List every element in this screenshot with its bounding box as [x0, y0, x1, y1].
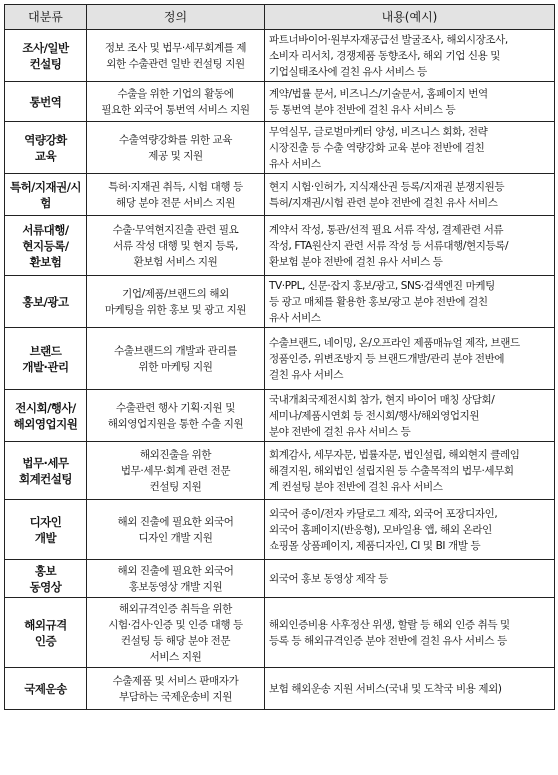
definition-text-line: 수출역량강화를 위한 교육 [118, 133, 233, 146]
examples-cell [265, 442, 555, 500]
examples-text-line: 무역실무, 글로벌마케터 양성, 비즈니스 회화, 전략 [269, 125, 488, 138]
examples-text-line: 해결지원, 해외법인 설립지원 등 수출목적의 법무·세무회 [269, 464, 514, 477]
category-text-line: 해외영업지원 [13, 416, 78, 431]
table-row [5, 442, 555, 500]
examples-text-line: 수출브랜드, 네이밍, 온/오프라인 제품매뉴얼 제작, 브랜드 [269, 336, 520, 349]
category-text-line: 개발·관리 [22, 359, 69, 374]
category-cell [5, 668, 87, 710]
table-row [5, 276, 555, 328]
category-text-line: 조사/일반 [22, 40, 69, 55]
table-row [5, 174, 555, 216]
definition-text-line: 수출제품 및 서비스 판매자가 [112, 674, 239, 687]
table-row [5, 500, 555, 560]
table-row [5, 122, 555, 174]
examples-text-line: 작성, FTA원산지 관련 서류 작성 등 서류대행/현지등록/ [269, 239, 509, 252]
table-row [5, 390, 555, 442]
examples-text-line: 기업실태조사에 걸친 유사 서비스 등 [269, 65, 427, 78]
definition-cell [87, 442, 265, 500]
category-cell [5, 442, 87, 500]
definition-cell [87, 82, 265, 122]
examples-cell [265, 216, 555, 276]
category-text-line: 국제운송 [24, 681, 67, 696]
category-cell [5, 122, 87, 174]
definition-text-line: 법무·세무·회계 관련 전문 [120, 464, 231, 477]
category-text-line: 현지등록/ [22, 238, 69, 253]
category-text-line: 개발 [34, 530, 57, 545]
examples-cell [265, 390, 555, 442]
definition-text-line: 해당 분야 전문 서비스 지원 [116, 196, 235, 209]
examples-text-line: 소비자 리서치, 경쟁제품 동향조사, 해외 기업 신용 및 [269, 49, 501, 62]
header-category: 대분류 [5, 5, 87, 30]
examples-text-line: 유사 서비스 [269, 311, 321, 324]
table-row [5, 598, 555, 668]
definition-text-line: 해외 진출에 필요한 외국어 [117, 564, 234, 577]
definition-cell [87, 276, 265, 328]
definition-text-line: 해외진출을 위한 [139, 448, 212, 461]
examples-text-line: TV·PPL, 신문·잡지 홍보/광고, SNS·검색엔진 마케팅 [269, 279, 495, 292]
examples-text-line: 등 광고 매체를 활용한 홍보/광고 분야 전반에 걸친 [269, 295, 488, 308]
definition-text-line: 제공 및 지원 [148, 149, 203, 162]
table-row [5, 560, 555, 598]
category-text-line: 특허/지재권/시 [9, 179, 82, 194]
definition-text-line: 컨설팅 지원 [149, 480, 202, 493]
examples-text-line: 정품인증, 위변조방지 등 브랜드개발/관리 분야 전반에 [269, 352, 505, 365]
definition-text-line: 특허·지재권 취득, 시험 대행 등 [108, 180, 243, 193]
category-text-line: 험 [40, 195, 51, 210]
examples-text-line: 현지 시험·인허가, 지식재산권 등록/지재권 분쟁지원등 [269, 180, 505, 193]
definition-text-line: 서비스 지원 [149, 650, 202, 663]
table-row [5, 216, 555, 276]
category-cell [5, 82, 87, 122]
definition-cell [87, 122, 265, 174]
definition-text-line: 디자인 개발 지원 [138, 531, 213, 544]
definition-text-line: 기업/제품/브랜드의 해외 [122, 287, 229, 300]
category-text-line: 환보험 [29, 254, 62, 269]
examples-text-line: 파트너바이어·원부자재공급선 발굴조사, 해외시장조사, [269, 33, 508, 46]
examples-text-line: 환보험 분야 전반에 걸친 유사 서비스 등 [269, 255, 443, 268]
examples-cell [265, 328, 555, 390]
definition-text-line: 마케팅을 위한 홍보 및 광고 지원 [104, 303, 247, 316]
definition-cell [87, 174, 265, 216]
examples-text-line: 해외인증비용 사후정산 위생, 할랄 등 해외 인증 취득 및 [269, 618, 510, 631]
examples-text-line: 유사 서비스 [269, 157, 321, 170]
examples-text-line: 등록 등 해외규격인증 분야 전반에 걸친 유사 서비스 등 [269, 634, 507, 647]
category-text-line: 인증 [34, 633, 57, 648]
examples-text-line: 외국어 홍보 동영상 제작 등 [269, 572, 388, 585]
examples-text-line: 세미나/제품시연회 등 전시회/행사/해외영업지원 [269, 409, 480, 422]
definition-text-line: 해외영업지원을 통한 수출 지원 [107, 417, 244, 430]
category-text-line: 법무·세무 [22, 455, 69, 470]
category-text-line: 역량강화 [24, 132, 67, 147]
category-cell [5, 174, 87, 216]
table-row [5, 328, 555, 390]
examples-text-line: 시장진출 등 수출 역량강화 교육 분야 전반에 걸친 [269, 141, 485, 154]
examples-cell [265, 30, 555, 82]
examples-cell [265, 560, 555, 598]
category-cell [5, 598, 87, 668]
definition-text-line: 서류 작성 대행 및 현지 등록, [113, 239, 238, 252]
table-row [5, 82, 555, 122]
examples-cell [265, 174, 555, 216]
examples-text-line: 특허/지재권/시험 관련 분야 전반에 걸친 유사 서비스 [269, 196, 498, 209]
definition-text-line: 해외규격인증 취득을 위한 [118, 602, 233, 615]
examples-cell [265, 82, 555, 122]
examples-text-line: 외국어 종이/전자 카달로그 제작, 외국어 포장디자인, [269, 507, 498, 520]
definition-cell [87, 216, 265, 276]
definition-text-line: 시험·검사·인증 및 인증 대행 등 [108, 618, 243, 631]
examples-text-line: 등 통번역 분야 전반에 걸친 유사 서비스 등 [269, 103, 456, 116]
category-cell [5, 216, 87, 276]
examples-text-line: 보험 해외운송 지원 서비스(국내 및 도착국 비용 제외) [269, 682, 502, 695]
definition-text-line: 홍보동영상 개발 지원 [128, 580, 223, 593]
examples-cell [265, 500, 555, 560]
category-text-line: 해외규격 [24, 617, 67, 632]
examples-text-line: 외국어 홈페이지(반응형), 모바일용 앱, 해외 온라인 [269, 523, 492, 536]
definition-text-line: 환보험 서비스 지원 [133, 255, 218, 268]
definition-text-line: 해외 진출에 필요한 외국어 [117, 515, 234, 528]
page [4, 4, 555, 710]
category-text-line: 전시회/행사/ [15, 400, 76, 415]
definition-cell [87, 668, 265, 710]
category-cell [5, 500, 87, 560]
category-cell [5, 328, 87, 390]
definition-text-line: 정보 조사 및 법무·세무회계를 제 [104, 41, 247, 54]
definition-text-line: 외한 수출관련 일반 컨설팅 지원 [106, 57, 245, 70]
definition-cell [87, 560, 265, 598]
definition-cell [87, 328, 265, 390]
examples-cell [265, 668, 555, 710]
examples-cell [265, 122, 555, 174]
examples-text-line: 회계감사, 세무자문, 법률자문, 법인설립, 해외현지 클레임 [269, 448, 520, 461]
examples-text-line: 계약/법률 문서, 비즈니스/기술문서, 홈페이지 번역 [269, 87, 488, 100]
definition-cell [87, 598, 265, 668]
definition-cell [87, 30, 265, 82]
category-text-line: 컨설팅 [29, 56, 62, 71]
category-text-line: 홍보 [34, 563, 57, 578]
examples-text-line: 계약서 작성, 통관/선적 필요 서류 작성, 결제관련 서류 [269, 223, 504, 236]
definition-text-line: 컨설팅 등 해당 분야 전문 [120, 634, 231, 647]
definition-cell [87, 500, 265, 560]
service-table [4, 4, 555, 710]
examples-text-line: 국내개최국제전시회 참가, 현지 바이어 매칭 상담회/ [269, 393, 495, 406]
examples-text-line: 쇼핑몰 상품페이지, 제품디자인, CI 및 BI 개발 등 [269, 539, 481, 552]
examples-text-line: 걸친 유사 서비스 [269, 368, 344, 381]
table-row [5, 668, 555, 710]
category-cell [5, 30, 87, 82]
definition-text-line: 수출관련 행사 기획·지원 및 [116, 401, 235, 414]
category-text-line: 동영상 [29, 579, 62, 594]
examples-text-line: 계 컨설팅 분야 전반에 걸친 유사 서비스 [269, 480, 443, 493]
table-row [5, 30, 555, 82]
table-body [5, 30, 555, 710]
category-text-line: 통번역 [29, 94, 62, 109]
category-text-line: 브랜드 [29, 343, 62, 358]
definition-text-line: 수출·무역현지진출 관련 필요 [112, 223, 239, 236]
category-text-line: 교육 [34, 148, 57, 163]
definition-text-line: 수출브랜드의 개발과 관리를 [114, 344, 237, 357]
category-cell [5, 560, 87, 598]
header-examples: 내용(예시) [265, 5, 555, 30]
definition-text-line: 수출을 위한 기업의 활동에 [117, 87, 234, 100]
header-definition: 정의 [87, 5, 265, 30]
definition-text-line: 필요한 외국어 통번역 서비스 지원 [101, 103, 250, 116]
category-text-line: 디자인 [29, 514, 62, 529]
examples-text-line: 분야 전반에 걸친 유사 서비스 등 [269, 425, 411, 438]
category-cell [5, 390, 87, 442]
examples-cell [265, 598, 555, 668]
table-header-row [5, 5, 555, 30]
definition-text-line: 위한 마케팅 지원 [138, 360, 213, 373]
category-text-line: 회계컨설팅 [18, 471, 73, 486]
category-text-line: 서류대행/ [22, 222, 69, 237]
definition-cell [87, 390, 265, 442]
category-text-line: 홍보/광고 [22, 294, 69, 309]
category-cell [5, 276, 87, 328]
definition-text-line: 부담하는 국제운송비 지원 [118, 690, 233, 703]
examples-cell [265, 276, 555, 328]
